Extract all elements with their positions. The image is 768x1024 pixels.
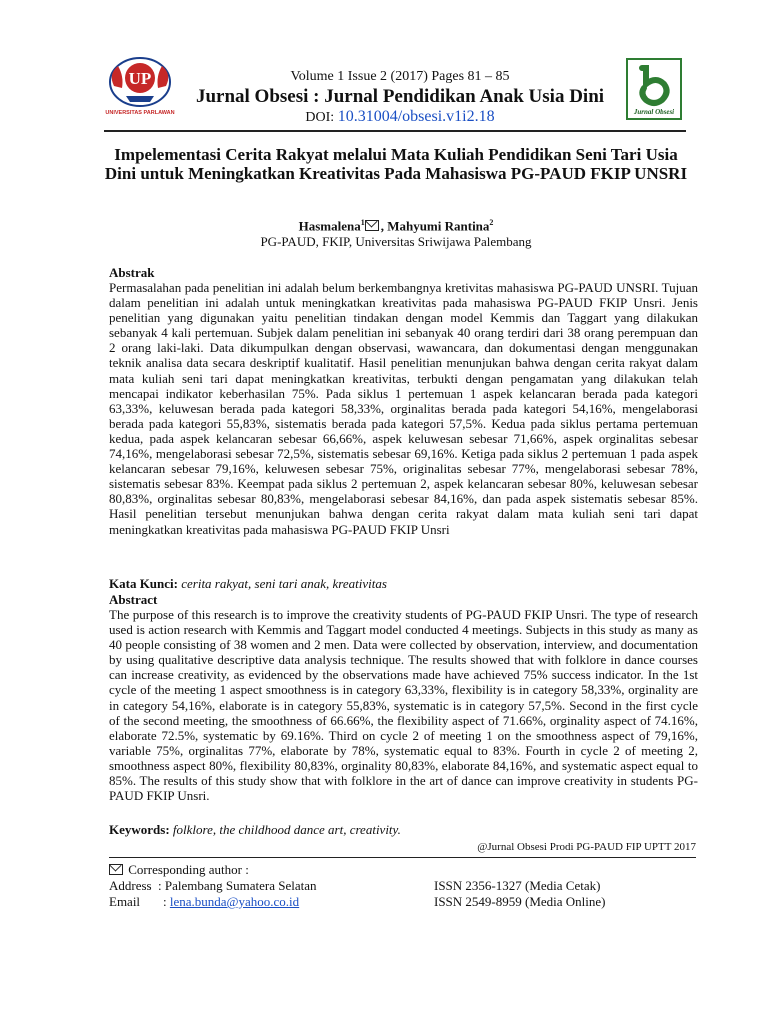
university-logo-text: UNIVERSITAS PARLAWAN (105, 110, 175, 116)
svg-text:UP: UP (128, 69, 152, 88)
affiliation: PG-PAUD, FKIP, Universitas Sriwijawa Palembang (260, 234, 532, 249)
issn-print: ISSN 2356-1327 (Media Cetak) (434, 878, 601, 893)
address-label: Address (109, 878, 152, 893)
corresponding-author (109, 862, 249, 878)
envelope-icon (109, 864, 123, 875)
email-link[interactable]: lena.bunda@yahoo.co.id (169, 894, 300, 909)
email-label: Email (109, 894, 141, 909)
kata-kunci-text: cerita rakyat, seni tari anak, kreativitas (177, 576, 387, 591)
corresponding-label: Corresponding author : (125, 862, 249, 877)
volume-info: Volume 1 Issue 2 (2017) Pages 81 – 85 (290, 69, 510, 84)
copyright-notice: @Jurnal Obsesi Prodi PG-PAUD FIP UPTT 2017 (477, 841, 696, 853)
journal-logo (626, 58, 682, 120)
author-1-affil: 1 (360, 218, 365, 227)
abstrak-heading: Abstrak (109, 265, 155, 280)
keywords-text: folklore, the childhood dance art, creativity. (169, 822, 401, 837)
keywords (109, 822, 401, 838)
abstract-heading: Abstract (109, 592, 158, 607)
kata-kunci-label: Kata Kunci: (109, 576, 178, 591)
journal-logo-mark (628, 60, 680, 118)
paper-title: Impelementasi Cerita Rakyat melalui Mata Kuliah Pendidikan Seni Tari Usia Dini untuk Meningkatkan Kreativitas Pada Mahasiswa PG-PAUD FKIP UNSRI (104, 145, 688, 183)
university-logo (104, 52, 176, 118)
doi-link[interactable]: 10.31004/obsesi.v1i2.18 (337, 108, 495, 125)
abstract-body: The purpose of this research is to improve the creativity students of PG-PAUD FKIP Unsri. The type of research used is action research with Kemmis and Taggart model conducted 4 meetings. Subjects in this study as many as 40 people consisting of 38 women and 2 men. Data were collected by observation, interview, and documentation by using qualitative descriptive data analysis technique. The results showed that with folklore in dance courses can increase creativity, as evidenced by the observations made have achieved 75% success indicator. In the 1st cycle of the meeting 1 aspect smoothness is in category 63,33%, flexibility is in category 58,33%, orginality are in category 54,16%, elaborate is in category 55,83%, systematic is in category 57,5%. Second in the first cycle of the second meeting, the smoothness of 66.66%, the flexibility aspect of 71.66%, orginality aspect of 74.16%, elaborate 72.5%, systematic by 69.16%. Third on cycle 2 of meeting 1 on the smoothness aspect of 79,16%, variable 75%, orginalitas 77%, elaborate by 78%, systematic equal to 83%. Fourth in cycle 2 of meeting 2, smoothness aspect 80%, flexibility 80,83%, orginality 80,83%, elaborate 84,16%, and systematic aspect equal to 85%. The results of this study show that with folklore in the art of dance can improve creativity in students PG-PAUD FKIP Unsri. (109, 607, 698, 804)
author-2-affil: 2 (489, 218, 494, 227)
envelope-icon (365, 220, 379, 231)
author-2: Mahyumi Rantina (387, 218, 490, 234)
journal-logo-text: Jurnal Obsesi (633, 108, 675, 116)
authors-line (100, 218, 692, 234)
doi-line (190, 108, 610, 126)
author-1: Hasmalena (298, 218, 361, 234)
address-value: : Palembang Sumatera Selatan (158, 878, 317, 893)
abstrak-body: Permasalahan pada penelitian ini adalah belum berkembangnya kretivitas mahasiswa PG-PAUD UNSRI. Tujuan dalam penelitian ini adalah untuk meningkatkan kreativitas pada mahasiswa PG-PAUD FKIP Unsri. Jenis penelitian yang digunakan yaitu penelitian tindakan dengan model Kemmis dan Taggart yang dilakukan sebanyak 4 kali pertemuan. Subjek dalam penelitian ini sebanyak 40 orang terdiri dari 38 orang perempuan dan 2 orang laki-laki. Data dikumpulkan dengan observasi, wawancara, dan dokumentasi dengan menggunakan teknik analisa data secara deskriptif kualitatif. Hasil penelitian menunjukan bahwa dengan cerita rakyat dalam mata kuliah seni tari dapat meningkatkan kreativitas, terbukti dengan pengamatan yang dilakukan telah mencapai indikator keberhasilan 75%. Pada siklus 1 pertemuan 1 aspek kelancaran berada pada kategori 63,33%, keluwesan berada pada kategori 58,33%, orginalitas berada pada kategori 54,16%, mengelaborasi berada pada kategori 55,83%, sistematis berada pada kategori 57,5%. Kedua pada siklus pertama pertemuan kedua, pada aspek kelancaran sebesar 66,66%, aspek keluwesan sebesar 71,66%, aspek orginalitas sebesar 74,16%, mengelaborasi sebesar 72,5%, sistematis sebesar 69,16%. Ketiga pada siklus 2 pertemuan 1 pada aspek kelancaran sebesar 79,16%, keluwesen sebesar 75%, originalitas sebesar 77%, mengelaborasi sebesar 78%, sistematis sebesar 83%. Keempat pada siklus 2 pertemuan 2, aspek kelancaran sebesar 80%, keluwesan sebesar 80,83%, orginalitas sebesar 80,83%, mengelaborasi sebesar 84,16%, dan pada aspek sistematis sebesar 85%. Hasil penelitian tersebut menunjukan bahwa dengan cerita rakyat dalam mata kuliah seni tari dapat meningkatkan kreativitas pada mahasiswa PG-PAUD FKIP Unsri (109, 280, 698, 537)
footer-rule (109, 857, 696, 858)
doi-label: DOI: (305, 110, 338, 125)
author-separator: , (380, 218, 388, 234)
email-colon: : (163, 894, 170, 909)
email-row (163, 894, 299, 910)
journal-title: Jurnal Obsesi : Jurnal Pendidikan Anak Usia Dini (195, 86, 605, 107)
issn-online: ISSN 2549-8959 (Media Online) (434, 894, 606, 909)
header-rule (104, 130, 686, 132)
kata-kunci (109, 576, 387, 592)
keywords-label: Keywords: (109, 822, 170, 837)
